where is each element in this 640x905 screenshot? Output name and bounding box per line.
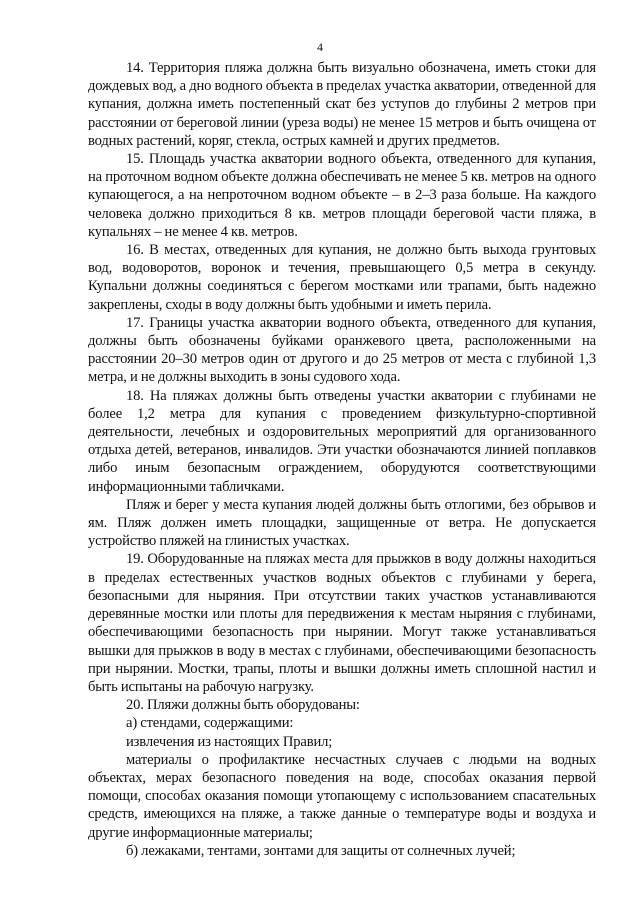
list-item-b-sunbeds: б) лежаками, тентами, зонтами для защиты от солнечных лучей; <box>126 842 516 859</box>
paragraph-14-beach-territory: 14. Территория пляжа должна быть визуально обозначена, иметь стоки для дождевых вод, а дно водного объекта в пределах участка акватории, отведенной для купания, должна иметь постепенный скат без уступов до глубины 2 метров при расстоянии от береговой линии (уреза воды) не менее 15 метров и быть очищена от водных растений, коряг, стекла, острых камней и других предметов. <box>88 60 596 149</box>
paragraph-15-water-area: 15. Площадь участка акватории водного объекта, отведенного для купания, на проточном водном объекте должна обеспечивать не менее 5 кв. метров на одного купающегося, а на непроточном водном объекте – в 2–3 раза больше. На каждого человека должно приходиться 8 кв. метров площади береговой части пляжа, в купальнях – не менее 4 кв. метров. <box>88 151 596 240</box>
list-item-prevention-materials: материалы о профилактике несчастных случаев с людьми на водных объектах, мерах безопасного поведения на воде, способах оказания первой помощи, способах оказания помощи утопающему с использованием спасательных средств, имеющихся на пляже, а также данные о температуре воды и воздуха и другие информационные материалы; <box>88 751 596 841</box>
document-body <box>88 59 596 860</box>
paragraph-20-equipment: 20. Пляжи должны быть оборудованы: <box>126 697 360 714</box>
list-item-rules-extracts: извлечения из настоящих Правил; <box>126 733 333 750</box>
paragraph-16-swimming-places: 16. В местах, отведенных для купания, не должно быть выхода грунтовых вод, водоворотов, воронок и течения, превышающего 0,5 метра в секунду. Купальни должны соединяться с берегом мостками или трапами, быть надежно закреплены, сходы в воду должны быть удобными и иметь перила. <box>88 242 596 313</box>
paragraph-19-diving-places: 19. Оборудованные на пляжах места для прыжков в воду должны находиться в пределах естественных участков водных объектов с глубинами у берега, безопасными для ныряния. При отсутствии таких участков устанавливаются деревянные мостки или плоты для передвижения к местам ныряния с глубинами, обеспечивающими безопасность при нырянии. Могут также устанавливаться вышки для прыжков в воду в местах с глубинами, обеспечивающими безопасность при нырянии. Мостки, трапы, плоты и вышки должны иметь сплошной настил и быть испытаны на рабочую нагрузку. <box>88 551 596 695</box>
page-number: 4 <box>317 40 323 54</box>
paragraph-17-buoy-boundaries: 17. Границы участка акватории водного объекта, отведенного для купания, должны быть обозначены буйками оранжевого цвета, расположенными на расстоянии 20–30 метров один от другого и до 25 метров от места с глубиной 1,3 метра, и не должны выходить в зоны судового хода. <box>88 314 596 386</box>
paragraph-shore-requirements: Пляж и берег у места купания людей должны быть отлогими, без обрывов и ям. Пляж должен иметь площадки, защищенные от ветра. Не допускается устройство пляжей на глинистых участках. <box>88 496 596 550</box>
paragraph-18-shallow-areas: 18. На пляжах должны быть отведены участки акватории с глубинами не более 1,2 метра для купания с проведением физкультурно-спортивной деятельности, лечебных и оздоровительных мероприятий для организованного отдыха детей, ветеранов, инвалидов. Эти участки обозначаются линией поплавков либо иным безопасным ограждением, оборудуются соответствующими информационными табличками. <box>88 387 596 495</box>
list-item-a-stands: а) стендами, содержащими: <box>126 715 294 732</box>
